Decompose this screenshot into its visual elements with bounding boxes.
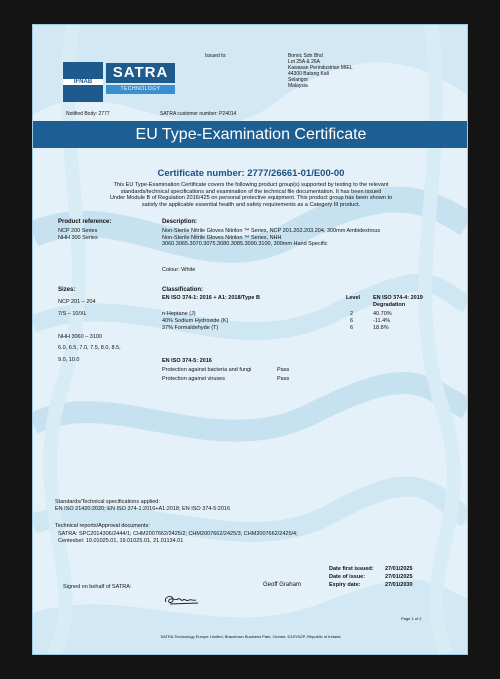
std-374-5: EN ISO 374-5: 2016 — [162, 358, 212, 364]
size-line: 9.0, 10.0 — [58, 356, 80, 363]
issued-to-address — [288, 53, 352, 89]
page-title: EU Type-Examination Certificate — [33, 121, 468, 148]
expiry-date: 27/01/2030 — [385, 582, 413, 588]
std-374-1: EN ISO 374-1: 2016 + A1: 2018/Type B — [162, 295, 260, 301]
intro-line: Under Module B of Regulation 2016/425 on personal protective equipment. This product group has been shown to — [109, 195, 393, 202]
product-reference-label: Product reference: — [58, 219, 112, 225]
standards-value: EN ISO 21420:2020; EN ISO 374-1:2016+A1:2018; EN ISO 374-5:2016 — [55, 506, 231, 512]
colour-text: Colour: White — [162, 267, 196, 273]
intro-line: This EU Type-Examination Certificate covers the following product group(s) supported by testing to the relevant — [113, 182, 389, 188]
size-line: 6.0, 6.5, 7.0, 7.5, 8.0, 8.5, — [58, 345, 121, 351]
level-header: Level — [346, 295, 361, 301]
page-number: Page 1 of 2 — [401, 616, 422, 621]
chemical-name: n-Heptane (J) — [162, 311, 196, 317]
description-text — [162, 228, 380, 248]
description-line: Non-Sterile Nitrile Gloves Nitrilon ™ Series, NHH — [162, 234, 282, 241]
chemical-name: 40% Sodium Hydroxide (K) — [162, 318, 229, 324]
chemical-level: 6 — [350, 318, 354, 324]
certificate-page — [32, 24, 468, 655]
address-line: Malaysia — [288, 83, 308, 89]
signature-image — [160, 593, 202, 607]
date-first-issued: 27/01/2025 — [385, 566, 413, 572]
intro-text — [73, 182, 429, 208]
date-of-issue: 27/01/2025 — [385, 574, 413, 580]
bio-row — [162, 366, 432, 375]
chemical-row — [162, 311, 432, 318]
address-line: Selangor — [288, 77, 309, 83]
date-of-issue-label: Date of issue: — [329, 574, 366, 580]
size-line — [58, 320, 121, 332]
expiry-date-label: Expiry date: — [329, 582, 361, 588]
product-reference-list — [58, 228, 98, 241]
bio-row — [162, 375, 432, 384]
bio-test-result: Pass — [277, 367, 290, 373]
ifnab-logo: IFNAB — [63, 62, 103, 102]
description-line: Non-Sterile Nitrile Gloves Nitrilon ™ Series, NCP 201.202.203.204, 300mm Ambidextrous — [162, 228, 381, 234]
address-line: Lot 25A & 26A — [288, 59, 320, 65]
chemical-degradation: 40.70% — [373, 311, 392, 317]
sizes-list — [58, 297, 121, 366]
size-line: NCP 201 – 204 — [58, 299, 96, 305]
chemical-level: 6 — [350, 325, 354, 331]
bio-test-name: Protection against viruses — [162, 376, 225, 382]
reports-label: Technical reports/Approval documents: — [55, 523, 150, 529]
customer-number: SATRA customer number: P24014 — [160, 111, 237, 117]
chemical-table — [162, 311, 432, 332]
chemical-degradation: 18.8% — [373, 325, 389, 331]
size-line: 7/S – 10/XL — [58, 310, 87, 317]
standards-label: Standards/Technical specifications applied: — [55, 499, 160, 505]
bio-table — [162, 366, 432, 384]
footer-address: SATRA Technology Europe Limited, Bracetown Business Park, Clonee, D15YN2P, Republic of Ireland. — [160, 634, 342, 639]
chemical-name: 37% Formaldehyde (T) — [162, 325, 219, 331]
product-reference-item: NHH 300 Series — [58, 234, 98, 241]
issued-to-label: Issued to: — [205, 53, 227, 59]
intro-line: satisfy the applicable essential health and safety requirements as a Category III product. — [141, 201, 361, 208]
address-line: Kawasan Perindustrian MIEL — [288, 65, 353, 71]
chemical-row — [162, 325, 432, 332]
address-line: Bonric Sdn Bhd — [288, 53, 323, 59]
certificate-number: Certificate number: 2777/26661-01/E00-00 — [157, 168, 345, 179]
notified-body: Notified Body: 2777 — [66, 111, 110, 117]
chemical-level: 2 — [350, 311, 354, 317]
reports-line-1: SATRA: SPC2014306/2444/1; CHM2007662/2425/2; CHM2007662/2425/3; CHM2007662/2425/4; — [58, 531, 298, 537]
satra-logo: SATRA TECHNOLOGY — [106, 63, 175, 97]
signed-label: Signed on behalf of SATRA: — [63, 584, 132, 590]
description-label: Description: — [162, 219, 198, 225]
size-line: NHH 3060 – 3100 — [58, 333, 103, 340]
product-reference-item: NCP 200 Series — [58, 228, 98, 234]
address-line: 44300 Batang Kali — [288, 71, 329, 77]
sizes-label: Sizes: — [58, 287, 76, 293]
degradation-subheader: Degradation — [373, 302, 406, 308]
signatory-name: Geoff Graham — [263, 582, 301, 588]
date-first-issued-label: Date first issued: — [329, 566, 374, 572]
bio-test-name: Protection against bacteria and fungi — [162, 367, 252, 373]
bio-test-result: Pass — [277, 376, 290, 382]
description-line: 3060.3065.3070.3075.3080.3085.3090.3100, 300mm Hand Specific — [162, 241, 328, 248]
degradation-header: EN ISO 374-4: 2019 — [373, 295, 423, 301]
intro-line: standards/technical specifications and examination of the technical file documentation. It has been issued — [120, 188, 382, 195]
reports-line-2: Centexbel: 19.01025.01, 19.01025.01, 21.01134.01 — [58, 538, 184, 544]
chemical-row — [162, 318, 432, 325]
chemical-degradation: -11.4% — [373, 318, 391, 324]
classification-label: Classification: — [162, 287, 204, 293]
